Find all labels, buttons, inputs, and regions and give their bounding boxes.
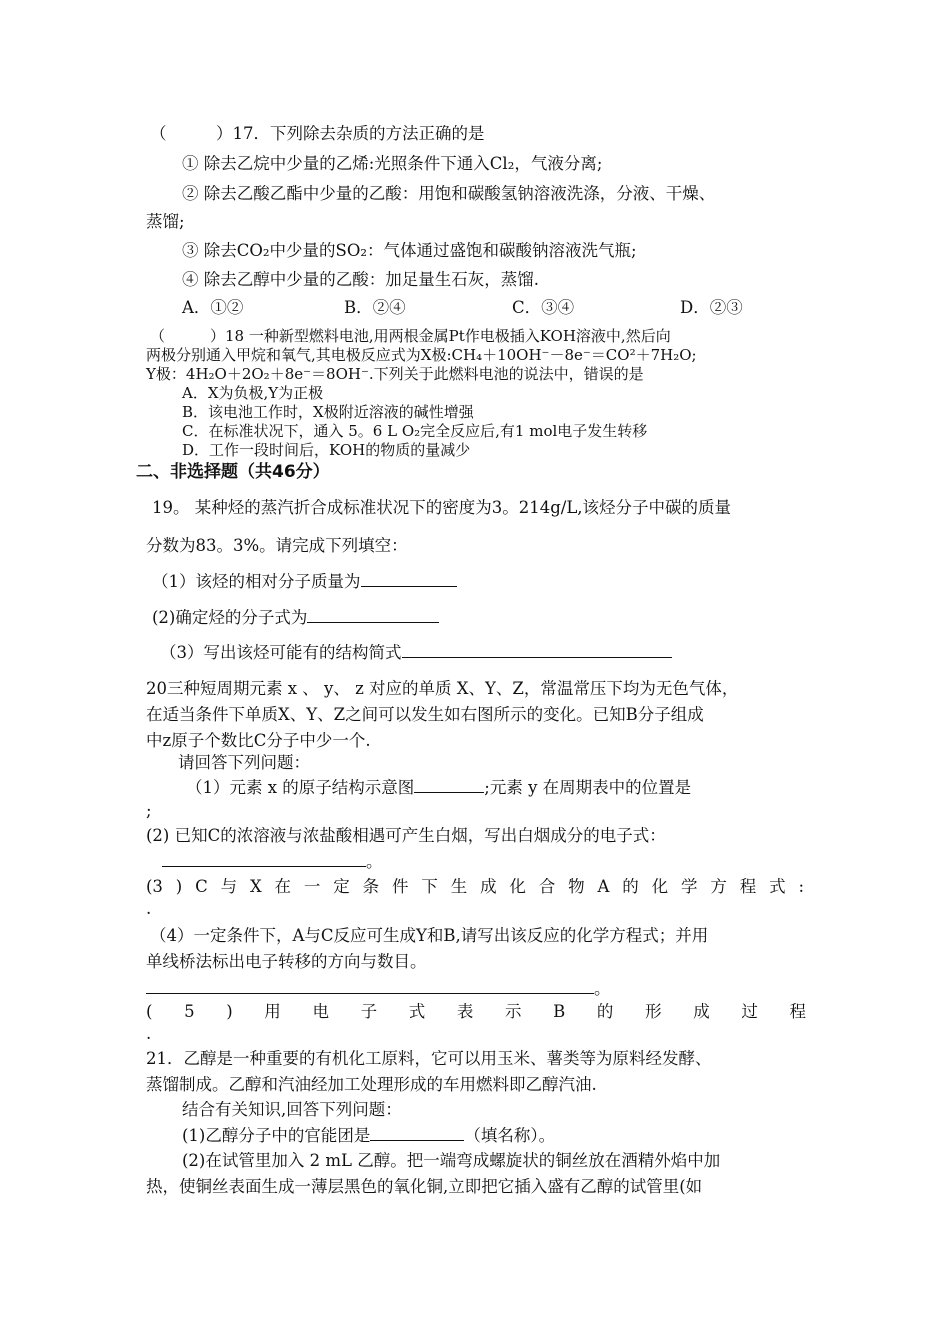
q18-option-c: C．在标准状况下，通入 5。6 L O₂完全反应后,有1 mol电子发生转移 — [182, 422, 648, 440]
q20-sub-5-char: 表 — [456, 1002, 474, 1021]
q20-sub-3-char: 一 — [303, 877, 321, 896]
q19-answer-blank-3[interactable] — [402, 641, 672, 658]
q20-line-3: 中z原子个数比C分子中少一个. — [146, 731, 371, 750]
q20-sub-3-char: 件 — [391, 877, 409, 896]
q20-sub-3-char: 生 — [450, 877, 468, 896]
q20-sub-3-char: 方 — [710, 877, 727, 896]
q21-sub-1-text-a: (1)乙醇分子中的官能团是 — [182, 1126, 371, 1145]
q20-sub-4-answer — [146, 977, 611, 1000]
q20-sub-3-char: 合 — [538, 877, 556, 896]
q21-sub-1 — [182, 1124, 555, 1147]
q20-answer-blank-1[interactable] — [414, 776, 484, 793]
q19-line-1: 19。 某种烃的蒸汽折合成标准状况下的密度为3。214g/L,该烃分子中碳的质量 — [152, 498, 732, 517]
q18-option-b: B．该电池工作时，X极附近溶液的碱性增强 — [182, 403, 474, 421]
q20-sub-3-char: 下 — [421, 877, 438, 896]
q20-answer-blank-2[interactable] — [162, 850, 366, 867]
q20-sub-5-dot: . — [146, 1024, 152, 1043]
q20-sub-5-char: 成 — [693, 1002, 710, 1021]
q20-sub-3-char: 成 — [480, 877, 497, 896]
q21-sub-2-line-2: 热，使铜丝表面生成一薄层黑色的氧化铜,立即把它插入盛有乙醇的试管里(如 — [146, 1177, 703, 1196]
q19-sub-1-text: （1）该烃的相对分子质量为 — [152, 572, 361, 591]
q20-sub-1-end: ; — [146, 801, 152, 820]
q20-sub-5-char: 的 — [596, 1002, 614, 1021]
q20-sub-1-text-b: ;元素 y 在周期表中的位置是 — [484, 778, 692, 797]
q20-sub-5-char: B — [553, 1002, 566, 1021]
q20-sub-2-answer — [162, 850, 383, 873]
q20-sub-5-char: 形 — [645, 1002, 662, 1021]
q21-line-2: 蒸馏制成。乙醇和汽油经加工处理形成的车用燃料即乙醇汽油. — [146, 1075, 597, 1094]
q19-sub-3 — [160, 641, 672, 664]
q21-sub-1-text-b: （填名称）。 — [464, 1126, 556, 1145]
q19-sub-1 — [152, 570, 457, 593]
q20-sub-5-char: 式 — [408, 1002, 426, 1021]
q18-line-2: 两极分别通入甲烷和氧气,其电极反应式为X极:CH₄＋10OH⁻－8e⁻＝CO²＋7H₂O; — [146, 346, 697, 364]
q21-answer-blank-1[interactable] — [370, 1124, 464, 1141]
q20-line-2: 在适当条件下单质X、Y、Z之间可以发生如右图所示的变化。已知B分子组成 — [146, 705, 704, 724]
q19-sub-2 — [152, 606, 439, 629]
q20-sub-3-char: C — [195, 877, 208, 896]
q20-sub-3-char: 条 — [362, 877, 380, 896]
q18-option-a: A．X为负极,Y为正极 — [182, 384, 324, 402]
q17-option-c: C．③④ — [512, 298, 575, 317]
q20-sub-1 — [186, 776, 691, 799]
q20-sub-5-char: 子 — [360, 1002, 378, 1021]
q20-sub-3-char: 化 — [651, 877, 669, 896]
q17-stem: （ ）17．下列除去杂质的方法正确的是 — [150, 124, 485, 143]
q20-sub-5-char: ( — [146, 1002, 153, 1021]
q20-sub-4-line-1: （4）一定条件下，A与C反应可生成Y和B,请写出该反应的化学方程式；并用 — [150, 926, 709, 945]
q20-sub-3-char: : — [798, 877, 804, 896]
q20-sub-5-char: 示 — [505, 1002, 522, 1021]
q20-sub-4-line-2: 单线桥法标出电子转移的方向与数目。 — [146, 952, 427, 971]
q17-item-1: ① 除去乙烷中少量的乙烯:光照条件下通入Cl₂，气液分离; — [182, 154, 603, 173]
q20-sub-3-char: 化 — [509, 877, 526, 896]
q21-line-1: 21．乙醇是一种重要的有机化工原料，它可以用玉米、薯类等为原料经发酵、 — [146, 1049, 712, 1068]
q19-sub-3-text: （3）写出该烃可能有的结构简式 — [160, 643, 402, 662]
q17-option-b: B．②④ — [344, 298, 406, 317]
q20-sub-3 — [146, 876, 804, 898]
q17-item-3: ③ 除去CO₂中少量的SO₂：气体通过盛饱和碳酸钠溶液洗气瓶; — [182, 241, 637, 260]
q20-ask: 请回答下列问题： — [178, 753, 310, 772]
q19-answer-blank-1[interactable] — [361, 570, 457, 587]
q20-sub-5-char: ) — [226, 1002, 233, 1021]
q20-sub-2: (2) 已知C的浓溶液与浓盐酸相遇可产生白烟，写出白烟成分的电子式： — [146, 826, 666, 845]
q20-sub-3-char: X — [249, 877, 262, 896]
q21-sub-2-line-1: (2)在试管里加入 2 mL 乙醇。把一端弯成螺旋状的铜丝放在酒精外焰中加 — [182, 1151, 721, 1170]
q18-line-3: Y极：4H₂O＋2O₂＋8e⁻＝8OH⁻.下列关于此燃料电池的说法中，错误的是 — [146, 365, 644, 383]
q20-sub-3-dot: . — [146, 899, 152, 918]
q17-item-2-cont: 蒸馏; — [146, 212, 185, 231]
q20-sub-5-char: 5 — [184, 1002, 195, 1021]
q20-sub-3-char: 式 — [769, 877, 786, 896]
q20-sub-2-end: 。 — [366, 852, 383, 871]
q17-option-d: D．②③ — [680, 298, 743, 317]
q17-options — [182, 297, 782, 319]
section-heading: 二、非选择题（共46分） — [136, 462, 330, 482]
q20-sub-3-char: 程 — [739, 877, 757, 896]
q19-answer-blank-2[interactable] — [307, 606, 439, 623]
q20-sub-5-char: 电 — [312, 1002, 329, 1021]
q17-item-2: ② 除去乙酸乙酯中少量的乙酸：用饱和碳酸氢钠溶液洗涤，分液、干燥、 — [182, 184, 716, 203]
q20-answer-blank-4[interactable] — [146, 977, 594, 994]
q20-sub-3-char: 的 — [622, 877, 639, 896]
q20-sub-3-char: ) — [175, 877, 183, 896]
q20-sub-5-char: 程 — [789, 1002, 806, 1021]
q20-sub-5-char: 用 — [264, 1002, 281, 1021]
q20-sub-1-text-a: （1）元素 x 的原子结构示意图 — [186, 778, 415, 797]
q20-sub-4-end: 。 — [594, 979, 611, 998]
q18-option-d: D．工作一段时间后，KOH的物质的量减少 — [182, 441, 471, 459]
q20-sub-3-char: 与 — [220, 877, 238, 896]
q21-line-3: 结合有关知识,回答下列问题： — [182, 1100, 402, 1119]
q20-line-1: 20三种短周期元素 x 、 y、 z 对应的单质 X、Y、Z，常温常压下均为无色气体， — [146, 679, 739, 698]
q20-sub-3-char: (3 — [146, 877, 163, 896]
q19-line-2: 分数为83。3%。请完成下列填空： — [146, 536, 408, 555]
q19-sub-2-text: (2)确定烃的分子式为 — [152, 608, 308, 627]
q20-sub-5-char: 过 — [741, 1002, 758, 1021]
q20-sub-3-char: 在 — [274, 877, 292, 896]
q20-sub-3-char: A — [597, 877, 610, 896]
q20-sub-3-char: 物 — [568, 877, 585, 896]
q17-option-a: A．①② — [182, 298, 244, 317]
q18-line-1: （ ）18 一种新型燃料电池,用两根金属Pt作电极插入KOH溶液中,然后向 — [150, 327, 671, 345]
q17-item-4: ④ 除去乙醇中少量的乙酸：加足量生石灰，蒸馏. — [182, 270, 539, 289]
q20-sub-3-char: 定 — [333, 877, 350, 896]
q20-sub-5 — [146, 1001, 806, 1023]
q20-sub-3-char: 学 — [681, 877, 698, 896]
